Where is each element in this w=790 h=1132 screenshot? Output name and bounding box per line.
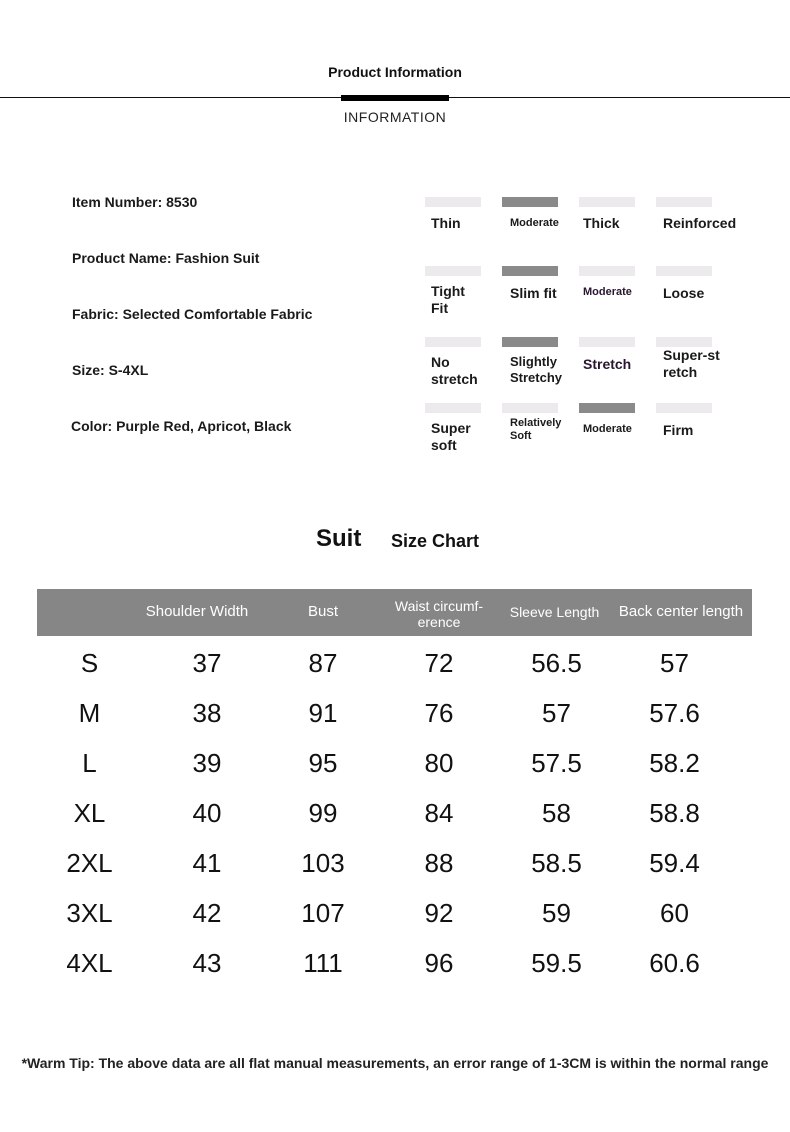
measurement-cell: 57	[542, 697, 571, 728]
measurement-cell: 103	[301, 847, 345, 878]
measurement-cell: 38	[192, 697, 222, 728]
elasticity-option: Super-stretch	[663, 347, 720, 380]
header-accent-bar	[341, 95, 449, 101]
size-label: M	[78, 697, 101, 728]
measurement-cell: 96	[424, 947, 454, 978]
softness-level-bar	[579, 403, 635, 413]
softness-level-bar	[656, 403, 712, 413]
measurement-cell: 56.5	[531, 647, 582, 678]
softness-option: Super soft	[431, 420, 471, 453]
fit-option: Loose	[663, 285, 705, 301]
size-chart-title: Suit	[316, 525, 362, 552]
measurement-cell: 58.2	[649, 747, 700, 778]
header-sleeve-length: Sleeve Length	[509, 603, 600, 620]
thickness-level-bar	[502, 197, 558, 207]
size-label: S	[80, 647, 99, 678]
measurement-cell: 59.5	[531, 947, 582, 978]
measurement-cell: 92	[424, 897, 454, 928]
measurement-cell: 88	[424, 847, 454, 878]
elasticity-option: Stretch	[583, 356, 632, 372]
softness-option: Firm	[663, 422, 694, 438]
measurement-cell: 39	[192, 747, 222, 778]
measurement-cell: 111	[303, 947, 343, 978]
header-bust: Bust	[307, 603, 338, 621]
elasticity-option: Slightly Stretchy	[510, 354, 563, 385]
size-range: Size: S-4XL	[72, 362, 149, 378]
measurement-cell: 58	[542, 797, 571, 828]
section-title: Product Information	[328, 64, 462, 80]
thickness-level-bar	[425, 197, 481, 207]
measurement-cell: 40	[192, 797, 222, 828]
elasticity-level-bar	[579, 337, 635, 347]
fit-level-bar	[425, 266, 481, 276]
measurement-cell: 84	[424, 797, 454, 828]
measurement-cell: 37	[192, 647, 222, 678]
item-number: Item Number: 8530	[72, 194, 198, 210]
warm-tip: *Warm Tip: The above data are all flat manual measurements, an error range of 1-3CM is within the normal range	[21, 1055, 769, 1071]
measurement-cell: 42	[192, 897, 222, 928]
size-label: XL	[73, 797, 106, 828]
measurement-cell: 41	[192, 847, 222, 878]
table-row	[37, 938, 752, 988]
measurement-cell: 107	[301, 897, 345, 928]
elasticity-level-bar	[425, 337, 481, 347]
header-size	[37, 589, 137, 636]
measurement-cell: 80	[424, 747, 454, 778]
size-table-header	[37, 589, 752, 636]
measurement-cell: 99	[308, 797, 338, 828]
measurement-cell: 72	[424, 647, 454, 678]
fit-option: Tight Fit	[431, 283, 465, 316]
size-label: 2XL	[66, 847, 113, 878]
measurement-cell: 91	[308, 697, 338, 728]
measurement-cell: 95	[308, 747, 338, 778]
measurement-cell: 87	[308, 647, 338, 678]
thickness-option: Thin	[431, 215, 461, 231]
measurement-cell: 60	[660, 897, 689, 928]
measurement-cell: 58.5	[531, 847, 582, 878]
section-subtitle: INFORMATION	[343, 109, 447, 125]
table-row	[37, 838, 752, 888]
measurement-cell: 43	[192, 947, 222, 978]
measurement-cell: 57	[660, 647, 689, 678]
fit-option: Slim fit	[510, 285, 557, 301]
thickness-option: Thick	[583, 215, 620, 231]
thickness-level-bar	[579, 197, 635, 207]
measurement-cell: 60.6	[649, 947, 700, 978]
color-options: Color: Purple Red, Apricot, Black	[71, 418, 292, 434]
thickness-option: Moderate	[510, 217, 559, 229]
softness-level-bar	[425, 403, 481, 413]
table-row	[37, 888, 752, 938]
softness-option: Relatively Soft	[510, 417, 562, 443]
fit-level-bar	[656, 266, 712, 276]
header-shoulder-width: Shoulder Width	[145, 603, 249, 621]
table-row	[37, 638, 752, 688]
softness-level-bar	[502, 403, 558, 413]
product-name: Product Name: Fashion Suit	[72, 250, 260, 266]
elasticity-option: No stretch	[431, 354, 478, 387]
measurement-cell: 59.4	[649, 847, 700, 878]
fit-level-bar	[579, 266, 635, 276]
header-waist-text: Waist circumf-erence	[394, 598, 484, 630]
elasticity-level-bar	[502, 337, 558, 347]
fit-level-bar	[502, 266, 558, 276]
size-label: 4XL	[66, 947, 113, 978]
measurement-cell: 58.8	[649, 797, 700, 828]
size-label: 3XL	[66, 897, 113, 928]
size-label: L	[82, 747, 97, 778]
measurement-cell: 57.6	[649, 697, 700, 728]
table-row	[37, 688, 752, 738]
measurement-cell: 59	[542, 897, 571, 928]
elasticity-level-bar	[656, 337, 712, 347]
softness-option: Moderate	[583, 423, 632, 435]
table-row	[37, 738, 752, 788]
table-row	[37, 788, 752, 838]
header-back-center-length: Back center length	[618, 603, 744, 621]
measurement-cell: 57.5	[531, 747, 582, 778]
thickness-option: Reinforced	[663, 215, 737, 231]
fabric: Fabric: Selected Comfortable Fabric	[72, 306, 313, 322]
fit-option: Moderate	[583, 286, 632, 298]
header-waist	[384, 589, 494, 638]
thickness-level-bar	[656, 197, 712, 207]
measurement-cell: 76	[424, 697, 454, 728]
size-chart-subtitle: Size Chart	[391, 531, 480, 551]
